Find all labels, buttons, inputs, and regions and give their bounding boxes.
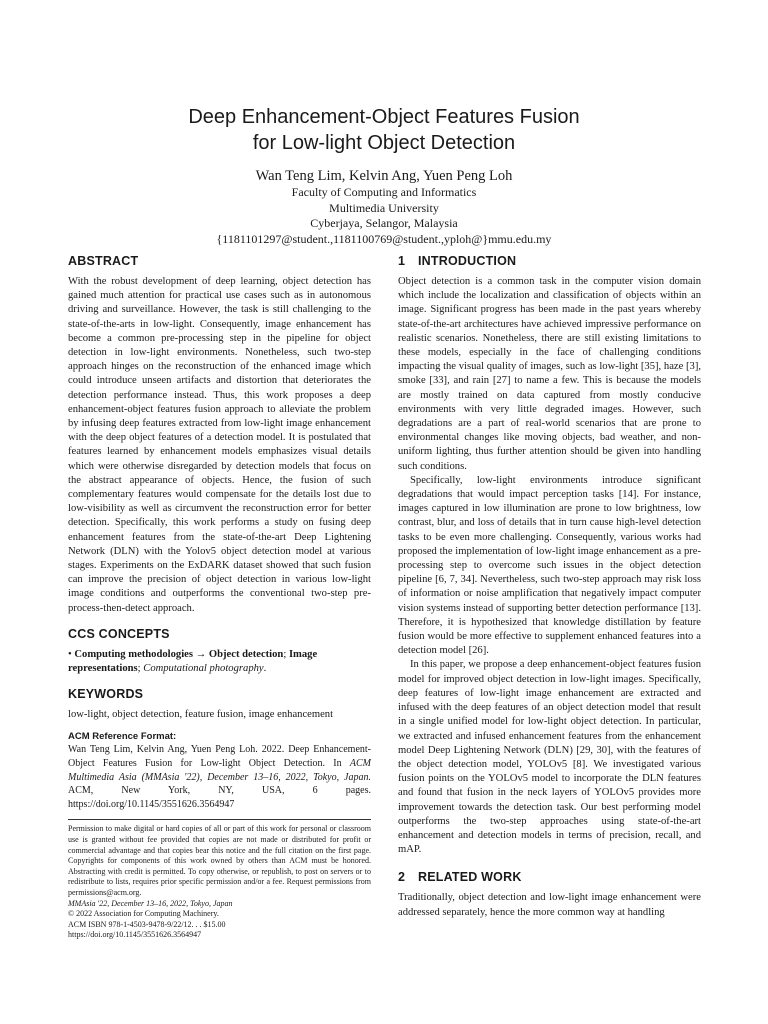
ccs-object-detection: Object detection xyxy=(208,648,284,660)
author-list: Wan Teng Lim, Kelvin Ang, Yuen Peng Loh xyxy=(255,168,513,184)
ccs-heading: CCS CONCEPTS xyxy=(68,626,170,641)
ccs-arrow: → xyxy=(195,648,207,660)
abstract-heading: ABSTRACT xyxy=(68,254,139,268)
keywords-heading: KEYWORDS xyxy=(68,687,144,702)
ccs-concepts xyxy=(68,648,371,676)
affiliation-dept: Faculty of Computing and Informatics xyxy=(291,185,477,199)
intro-paragraph-3: In this paper, we propose a deep enhancement-object features fusion model for improved object detection in low-light images. Specifically, deep features of low-light image enhancement are extracted and infused with the deep features of an object detection model that result in a single unified model for low-light object detection. In particular, we extracted and infused enhancement features from the enhancement model Deep Lightening Network (DLN) [29, 30], with the features of the object detection model, YOLOv5 [8]. We investigated various fusion points on the YOLOv5 model to incorporate the DLN features and found that fusion in the neck layers of YOLOv5 provides more improvement towards the detection task. Our best performing model outperforms the two-step approaches using state-of-the-art enhancement and detection models in terms of precision, recall, and mAP. xyxy=(398,659,701,856)
footnote-divider xyxy=(68,819,371,820)
related-paragraph-1: Traditionally, object detection and low-light image enhancement were addressed separately, hence the more common way at handling xyxy=(398,892,701,918)
intro-paragraph-2: Specifically, low-light environments introduce significant degradations that would impact perception tasks [14]. For instance, images captured in low illumination are prone to low brightness, low contrast, blur, and loss of details that in turn cause high-level detection tasks to be even more challenging. Consequently, various works had proposed the implementation of low-light image enhancement as a pre-processing step to overcome such issues in the object detection pipeline [6, 7, 34]. Nevertheless, such two-step approach may risk loss of information or noise amplification that negatively impact computer vision systems instead of supporting better detection performance [13]. Therefore, it is hypothesized that knowledge distillation by feature fusion would be more effective to supplement enhanced features into a detection model [26]. xyxy=(398,474,701,657)
reference-publisher-doi[interactable]: ACM, New York, NY, USA, 6 pages. https://doi.org/10.1145/3551626.3564947 xyxy=(68,785,371,810)
paper-header xyxy=(0,104,768,247)
ccs-separator-1: ; xyxy=(283,648,287,660)
permission-notice: Permission to make digital or hard copies of all or part of this work for personal or classroom use is granted without fee provided that copies are not made or distributed for profit or commercial advantage and that copies bear this notice and the full citation on the first page. Copyrights for components of this work owned by others than ACM must be honored. Abstracting with credit is permitted. To copy otherwise, or republish, to post on servers or to redistribute to lists, requires prior specific permission and/or a fee. Request permissions from permissions@acm.org. xyxy=(68,824,371,898)
related-number: 2 xyxy=(398,870,406,885)
acm-reference-text xyxy=(68,743,371,811)
doi-link[interactable]: https://doi.org/10.1145/3551626.3564947 xyxy=(68,930,202,940)
permission-venue-text: MMAsia '22, December 13–16, 2022, Tokyo, Japan xyxy=(68,898,233,908)
paper-title-line-1: Deep Enhancement-Object Features Fusion xyxy=(188,106,580,128)
affiliation-emails: {1181101297@student.,1181100769@student.,yploh@}mmu.edu.my xyxy=(216,231,552,246)
ccs-computing-methodologies: Computing methodologies xyxy=(74,648,193,660)
reference-authors-title: Wan Teng Lim, Kelvin Ang, Yuen Peng Loh. 2022. Deep Enhancement-Object Features Fusion for Low-light Object Detection. In xyxy=(68,744,371,770)
intro-heading xyxy=(398,253,701,269)
isbn-line: ACM ISBN 978-1-4503-9478-9/22/12. . . $15.00 xyxy=(68,919,226,929)
keywords-text: low-light, object detection, feature fusion, image enhancement xyxy=(68,709,334,721)
ccs-end: . xyxy=(263,663,267,675)
affiliation-university: Multimedia University xyxy=(329,200,439,215)
right-column xyxy=(398,253,701,920)
intro-paragraph-1: Object detection is a common task in the computer vision domain which include the localization and classification of objects within an image. Significant progress has been made in the past years whereby state-of-the-art architectures have achieved impressive performance on realistic scenarios. Nonetheless, there are still existing limitations to these models, especially in the face of challenging conditions impacting the visual quality of images, such as low-light [35], haze [3], smoke [33], and rain [27] to name a few. This is because the models are mostly trained on data captured from mostly conducive environments with very little degraded images. However, such degradations are a part of real-world scenarios that are prone to environmental changes like moving objects, bad weather, and non-uniform lighting, thus further attention should be given into handling such conditions. xyxy=(398,276,701,472)
acm-reference-heading: ACM Reference Format: xyxy=(68,731,177,743)
reference-venue: ACM Multimedia Asia (MMAsia '22), December 13–16, 2022, Tokyo, Japan. xyxy=(68,758,371,783)
intro-number: 1 xyxy=(398,254,406,268)
left-column xyxy=(68,253,371,941)
related-work-heading xyxy=(398,869,701,885)
affiliation-location: Cyberjaya, Selangor, Malaysia xyxy=(310,216,458,230)
ccs-computational-photography: Computational photography xyxy=(143,663,264,675)
intro-title: INTRODUCTION xyxy=(418,254,517,268)
related-title: RELATED WORK xyxy=(418,870,522,885)
ccs-bullet: • xyxy=(68,648,72,660)
paper-title-line-2: for Low-light Object Detection xyxy=(252,132,516,154)
abstract-text: With the robust development of deep learning, object detection has gained much attention for practical use cases such as in autonomous driving and surveillance. However, the task is still challenging to the state-of-the-arts in low-light. Consequently, image enhancement has become a common pre-processing step in the pipeline for object detection in low-light environments. Nonetheless, such two-step approach hinges on the reconstruction of the enhanced image which could introduce unseen artifacts and distortion that deteriorates the detection performance instead. Thus, this work proposes a deep enhancement-object features fusion approach to alleviate the problem by infusing deep features extracted from low-light image enhancement with the deep object features of a detection model. It is postulated that features learned by enhancement models emphasizes visual details which were otherwise disregarded by detection models that focus on the abstract appearance of objects. Hence, the fusion of such complementary features would compensate for the details lost due to low-visibility as well as circumvent the reconstruction error for better detection. Specifically, this work performs a study on fusing deep enhancement features from the state-of-the-art Deep Lightening Network (DLN) with the Yolov5 object detection model at various stages. Experiments on the ExDARK dataset showed that such fusion can improve the precision of object detection in various low-light image conditions and outperforms the conventional two-step pre-process-then-detect approach. xyxy=(68,276,371,614)
ccs-image-representations: Image representations xyxy=(68,648,318,675)
ccs-separator-2: ; xyxy=(137,663,141,675)
copyright-notice: © 2022 Association for Computing Machinery. xyxy=(68,909,219,919)
permission-venue xyxy=(68,899,371,910)
